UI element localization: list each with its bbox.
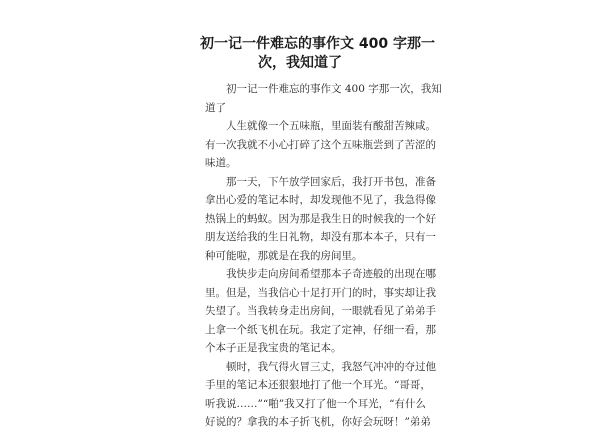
text-line: 听我说……”“啪”我又打了他一个耳光，“有什么 — [205, 397, 426, 410]
paragraph-1 — [205, 80, 442, 117]
text-line: 顿时，我气得火冒三丈，我怒气冲冲的夺过他 — [226, 360, 436, 373]
paragraph-5 — [205, 358, 436, 432]
text-line: 拿出心爱的笔记本时，却发现他不见了，我急得像 — [205, 194, 436, 206]
text-line: 朋友送给我的生日礼物，却没有那本本子，只有一 — [205, 231, 436, 243]
paragraph-2 — [205, 117, 436, 173]
title-line: 次，我知道了 — [258, 54, 342, 71]
text-line: 那一天，下午放学回家后，我打开书包，准备 — [226, 175, 436, 188]
text-line: 人生就像一个五味瓶，里面装有酸甜苦辣咸。 — [226, 120, 436, 132]
text-line: 种可能啦，那就是在我的房间里。 — [205, 249, 363, 262]
text-line: 初一记一件难忘的事作文 400 字那一次，我知 — [226, 83, 442, 95]
text-line: 味道。 — [205, 157, 237, 169]
text-line: 热锅上的蚂蚁。因为那是我生日的时候我的一个好 — [205, 212, 436, 225]
text-line: 里。但是，当我信心十足打开门的时，事实却让我 — [205, 286, 436, 299]
text-line: 好说的？拿我的本子折飞机，你好会玩呀！”弟弟 — [205, 416, 431, 428]
text-line: 我快步走向房间希望那本子奇迹般的出现在哪 — [226, 268, 436, 280]
text-line: 上拿一个纸飞机在玩。我定了定神，仔细一看，那 — [205, 323, 436, 336]
article-title — [200, 32, 435, 71]
text-line: 有一次我就不小心打碎了这个五味瓶尝到了苦涩的 — [205, 138, 436, 151]
text-line: 手里的笔记本还狠狠地打了他一个耳光。“哥哥， — [205, 379, 431, 391]
paragraph-4 — [205, 265, 436, 358]
article-body — [205, 80, 442, 432]
title-line: 初一记一件难忘的事作文 400 字那一 — [200, 36, 435, 52]
text-line: 道了 — [205, 101, 226, 114]
paragraph-3 — [205, 173, 436, 266]
text-line: 失望了。当我转身走出房间，一眼就看见了弟弟手 — [205, 305, 436, 317]
text-line: 个本子正是我宝贵的笔记本。 — [205, 342, 342, 354]
